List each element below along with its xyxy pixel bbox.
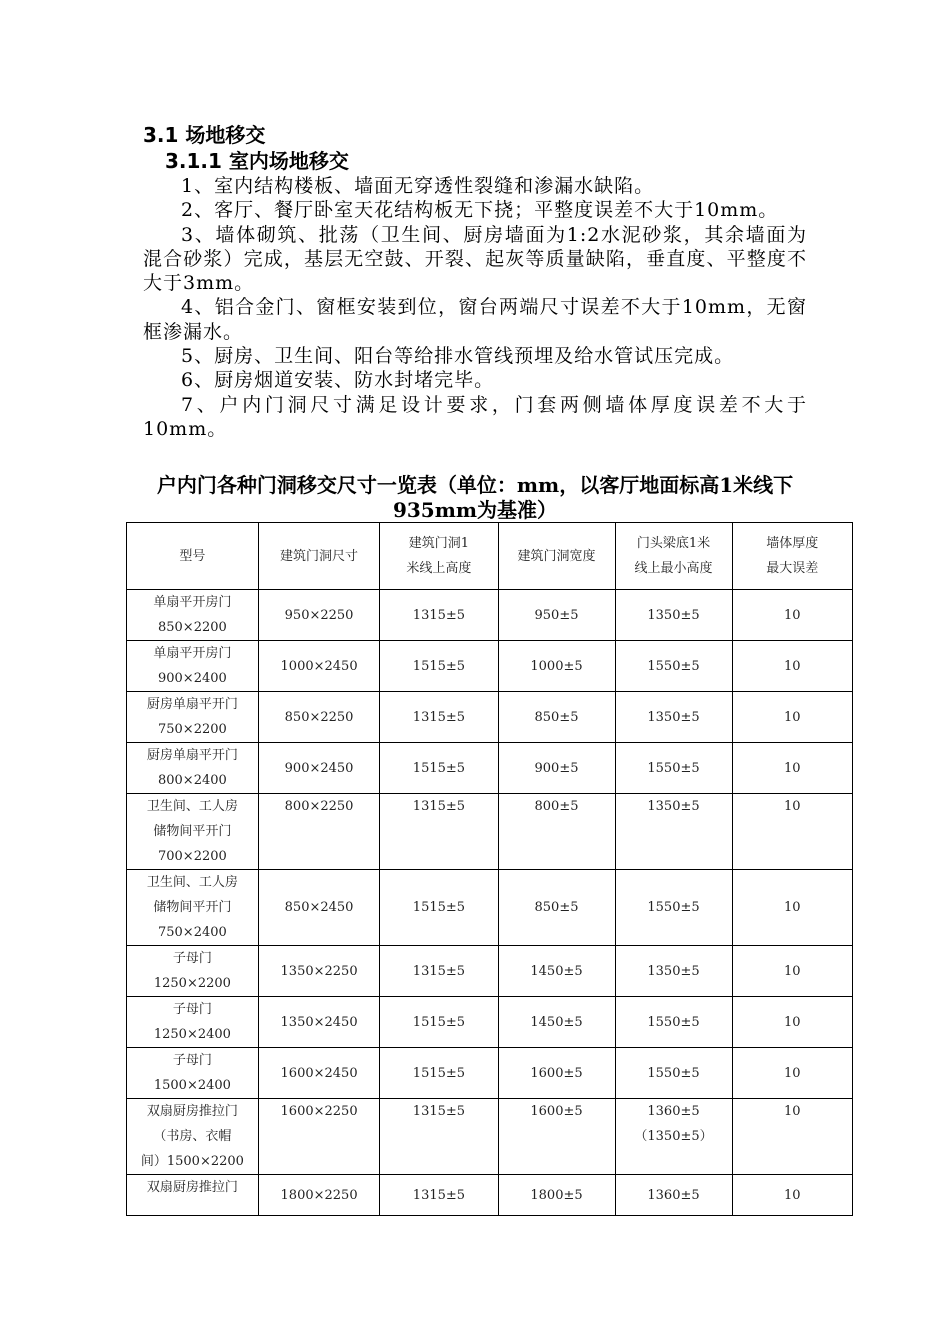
cell-wall-error: 10 xyxy=(732,870,852,946)
cell-opening-size: 850×2450 xyxy=(258,870,380,946)
cell-wall-error: 10 xyxy=(732,997,852,1048)
cell-opening-size: 900×2450 xyxy=(258,743,380,794)
paragraph: 2、客厅、餐厅卧室天花结构板无下挠；平整度误差不大于10mm。 xyxy=(181,199,779,222)
cell-opening-size: 1800×2250 xyxy=(258,1175,380,1216)
table-row xyxy=(127,1099,853,1175)
table-row xyxy=(127,641,853,692)
header-opening-size: 建筑门洞尺寸 xyxy=(258,523,380,590)
cell-opening-size: 950×2250 xyxy=(258,590,380,641)
cell-opening-size: 1600×2450 xyxy=(258,1048,380,1099)
cell-beam-height: 1550±5 xyxy=(615,743,732,794)
cell-beam-height: 1350±5 xyxy=(615,590,732,641)
paragraph: 1、室内结构楼板、墙面无穿透性裂缝和渗漏水缺陷。 xyxy=(181,175,655,197)
cell-model: 子母门 1500×2400 xyxy=(127,1048,259,1099)
cell-wall-error: 10 xyxy=(732,692,852,743)
cell-opening-width: 1600±5 xyxy=(498,1099,615,1175)
cell-beam-height: 1350±5 xyxy=(615,794,732,870)
cell-opening-width: 950±5 xyxy=(498,590,615,641)
header-opening-width: 建筑门洞宽度 xyxy=(498,523,615,590)
cell-opening-width: 1600±5 xyxy=(498,1048,615,1099)
table-row xyxy=(127,692,853,743)
cell-wall-error: 10 xyxy=(732,946,852,997)
cell-model: 卫生间、工人房 储物间平开门 750×2400 xyxy=(127,870,259,946)
cell-opening-height: 1315±5 xyxy=(380,946,498,997)
table-row xyxy=(127,743,853,794)
cell-wall-error: 10 xyxy=(732,1099,852,1175)
cell-model: 子母门 1250×2200 xyxy=(127,946,259,997)
table-row xyxy=(127,870,853,946)
table-row xyxy=(127,997,853,1048)
cell-model: 双扇厨房推拉门 xyxy=(127,1175,259,1216)
paragraph: 6、厨房烟道安装、防水封堵完毕。 xyxy=(181,369,495,392)
cell-opening-size: 850×2250 xyxy=(258,692,380,743)
cell-beam-height: 1360±5 （1350±5） xyxy=(615,1099,732,1175)
cell-opening-height: 1515±5 xyxy=(380,1048,498,1099)
cell-wall-error: 10 xyxy=(732,641,852,692)
cell-opening-height: 1315±5 xyxy=(380,794,498,870)
paragraph: 3、墙体砌筑、批荡（卫生间、厨房墙面为1:2水泥砂浆，其余墙面为混合砂浆）完成，基层无空鼓、开裂、起灰等质量缺陷，垂直度、平整度不大于3mm。 xyxy=(143,223,807,295)
cell-opening-size: 1350×2250 xyxy=(258,946,380,997)
cell-wall-error: 10 xyxy=(732,590,852,641)
cell-beam-height: 1550±5 xyxy=(615,997,732,1048)
cell-opening-size: 1000×2450 xyxy=(258,641,380,692)
door-opening-table xyxy=(126,522,853,1216)
cell-opening-size: 1600×2250 xyxy=(258,1099,380,1175)
cell-model: 卫生间、工人房 储物间平开门 700×2200 xyxy=(127,794,259,870)
cell-model: 厨房单扇平开门 750×2200 xyxy=(127,692,259,743)
cell-opening-width: 900±5 xyxy=(498,743,615,794)
cell-model: 双扇厨房推拉门 （书房、衣帽 间）1500×2200 xyxy=(127,1099,259,1175)
cell-beam-height: 1360±5 xyxy=(615,1175,732,1216)
header-wall-thickness-error: 墙体厚度 最大误差 xyxy=(732,523,852,590)
cell-wall-error: 10 xyxy=(732,743,852,794)
subsection-title: 3.1.1 室内场地移交 xyxy=(165,149,349,173)
table-row xyxy=(127,1175,853,1216)
cell-opening-width: 850±5 xyxy=(498,870,615,946)
cell-opening-width: 1000±5 xyxy=(498,641,615,692)
cell-wall-error: 10 xyxy=(732,1048,852,1099)
cell-model: 厨房单扇平开门 800×2400 xyxy=(127,743,259,794)
table-row xyxy=(127,794,853,870)
table-row xyxy=(127,590,853,641)
cell-beam-height: 1550±5 xyxy=(615,870,732,946)
cell-opening-width: 1450±5 xyxy=(498,946,615,997)
header-beam-min-height: 门头梁底1米 线上最小高度 xyxy=(615,523,732,590)
table-header-row xyxy=(127,523,853,590)
cell-opening-width: 850±5 xyxy=(498,692,615,743)
cell-opening-height: 1515±5 xyxy=(380,870,498,946)
cell-beam-height: 1550±5 xyxy=(615,1048,732,1099)
table-title: 户内门各种门洞移交尺寸一览表（单位：mm，以客厅地面标高1米线下935mm为基准） xyxy=(156,473,794,522)
cell-opening-height: 1515±5 xyxy=(380,641,498,692)
cell-opening-height: 1315±5 xyxy=(380,590,498,641)
table-row xyxy=(127,1048,853,1099)
cell-wall-error: 10 xyxy=(732,794,852,870)
cell-opening-height: 1515±5 xyxy=(380,743,498,794)
header-model: 型号 xyxy=(127,523,259,590)
paragraph: 7、户内门洞尺寸满足设计要求，门套两侧墙体厚度误差不大于10mm。 xyxy=(143,393,807,440)
cell-beam-height: 1350±5 xyxy=(615,692,732,743)
paragraph: 5、厨房、卫生间、阳台等给排水管线预埋及给水管试压完成。 xyxy=(181,345,735,368)
cell-wall-error: 10 xyxy=(732,1175,852,1216)
cell-model: 单扇平开房门 900×2400 xyxy=(127,641,259,692)
cell-model: 单扇平开房门 850×2200 xyxy=(127,590,259,641)
cell-opening-height: 1315±5 xyxy=(380,1175,498,1216)
cell-opening-size: 800×2250 xyxy=(258,794,380,870)
cell-opening-width: 1450±5 xyxy=(498,997,615,1048)
header-opening-height: 建筑门洞1 米线上高度 xyxy=(380,523,498,590)
cell-opening-height: 1515±5 xyxy=(380,997,498,1048)
paragraph: 4、铝合金门、窗框安装到位，窗台两端尺寸误差不大于10mm，无窗框渗漏水。 xyxy=(143,296,807,343)
cell-model: 子母门 1250×2400 xyxy=(127,997,259,1048)
cell-opening-width: 800±5 xyxy=(498,794,615,870)
table-row xyxy=(127,946,853,997)
cell-beam-height: 1350±5 xyxy=(615,946,732,997)
section-title: 3.1 场地移交 xyxy=(143,123,266,147)
cell-beam-height: 1550±5 xyxy=(615,641,732,692)
cell-opening-height: 1315±5 xyxy=(380,692,498,743)
requirements-text xyxy=(143,174,807,441)
cell-opening-height: 1315±5 xyxy=(380,1099,498,1175)
cell-opening-size: 1350×2450 xyxy=(258,997,380,1048)
cell-opening-width: 1800±5 xyxy=(498,1175,615,1216)
